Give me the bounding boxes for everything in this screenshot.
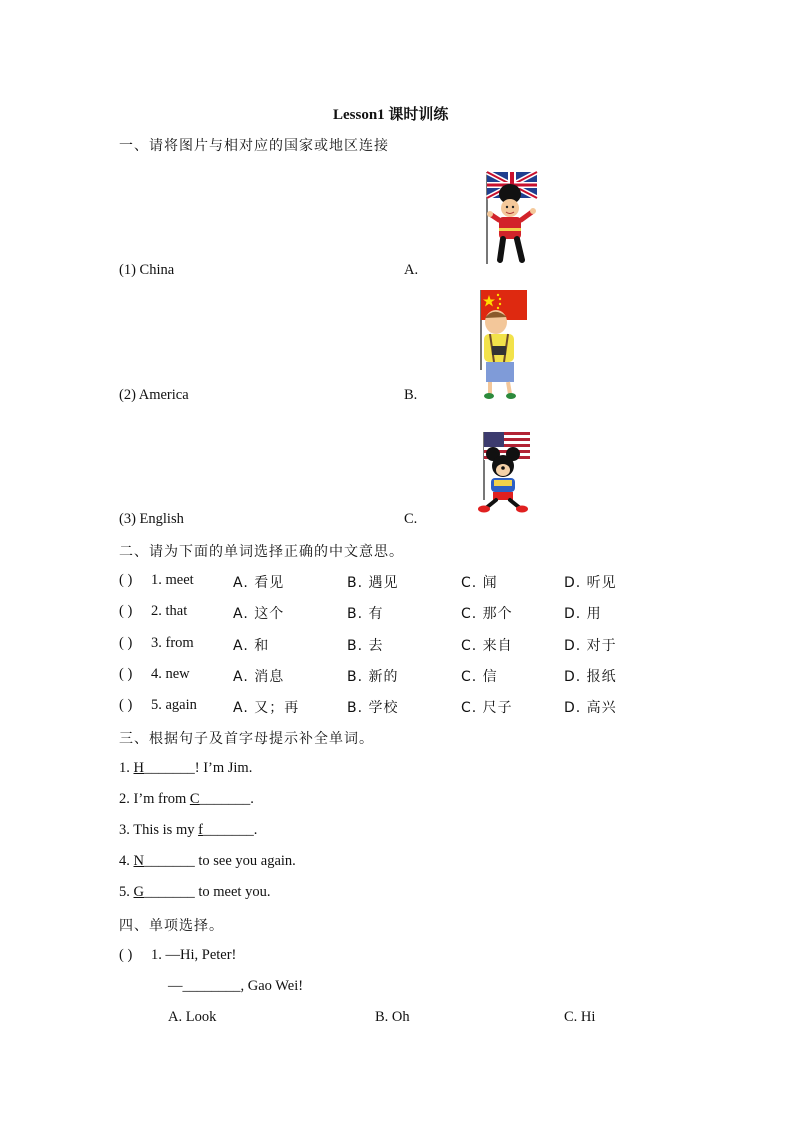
option-d: D. 用 xyxy=(564,606,602,622)
answer-blank[interactable]: _______ xyxy=(143,853,195,869)
match-right-c: C. xyxy=(404,511,418,527)
answer-bracket[interactable]: ( ) xyxy=(119,697,133,713)
choice-a: A. Look xyxy=(168,1009,217,1025)
vocab-word: 5. again xyxy=(151,697,197,713)
hint-letter: C xyxy=(189,791,200,807)
vocab-word: 1. meet xyxy=(151,572,194,588)
question-line-1: 1. —Hi, Peter! xyxy=(151,947,237,963)
option-c: C. 闻 xyxy=(461,575,498,591)
option-c: C. 来自 xyxy=(461,638,513,654)
suffix-text: . xyxy=(250,791,254,807)
prefix-text: 1. xyxy=(119,760,134,776)
answer-bracket[interactable]: ( ) xyxy=(119,603,133,619)
match-left-1: (1) China xyxy=(119,262,175,278)
option-d: D. 报纸 xyxy=(564,669,617,685)
choice-b: B. Oh xyxy=(375,1009,410,1025)
hint-letter: G xyxy=(133,884,144,900)
answer-blank[interactable]: _______ xyxy=(143,884,195,900)
choice-c: C. Hi xyxy=(564,1009,596,1025)
option-b: B. 学校 xyxy=(347,700,399,716)
option-c: C. 尺子 xyxy=(461,700,513,716)
option-a: A. 消息 xyxy=(233,669,285,685)
answer-bracket[interactable]: ( ) xyxy=(119,947,133,963)
option-b: B. 去 xyxy=(347,638,384,654)
option-c: C. 信 xyxy=(461,669,498,685)
match-left-2: (2) America xyxy=(119,387,189,403)
option-c: C. 那个 xyxy=(461,606,513,622)
suffix-text: . xyxy=(253,822,258,838)
hint-letter: N xyxy=(133,853,144,869)
answer-bracket[interactable]: ( ) xyxy=(119,666,133,682)
suffix-text: to meet you. xyxy=(194,884,271,900)
page-title: Lesson1 课时训练 xyxy=(333,107,449,123)
vocab-word: 2. that xyxy=(151,603,188,619)
option-a: A. 这个 xyxy=(233,606,285,622)
prefix-text: 4. xyxy=(119,853,134,869)
prefix-text: 2. I’m from xyxy=(119,791,190,807)
hint-letter: H xyxy=(133,760,144,776)
fill-blank-item xyxy=(119,884,270,901)
question-line-2: —________, Gao Wei! xyxy=(168,978,304,994)
section2-heading: 二、请为下面的单词选择正确的中文意思。 xyxy=(119,544,404,560)
option-a: A. 看见 xyxy=(233,575,285,591)
match-right-b: B. xyxy=(404,387,418,403)
option-d: D. 高兴 xyxy=(564,700,617,716)
option-d: D. 听见 xyxy=(564,575,617,591)
answer-blank[interactable]: _______ xyxy=(199,791,251,807)
section1-heading: 一、请将图片与相对应的国家或地区连接 xyxy=(119,138,389,154)
option-a: A. 和 xyxy=(233,638,270,654)
uk-guard-flag-image xyxy=(478,168,546,266)
section3-heading: 三、根据句子及首字母提示补全单词。 xyxy=(119,731,374,747)
option-b: B. 遇见 xyxy=(347,575,399,591)
answer-bracket[interactable]: ( ) xyxy=(119,572,133,588)
suffix-text: ! I’m Jim. xyxy=(194,760,253,776)
answer-blank[interactable]: _______ xyxy=(202,822,254,838)
suffix-text: to see you again. xyxy=(194,853,296,869)
prefix-text: 3. This is my xyxy=(119,822,199,838)
vocab-word: 4. new xyxy=(151,666,190,682)
option-b: B. 有 xyxy=(347,606,384,622)
fill-blank-item xyxy=(119,791,254,808)
prefix-text: 5. xyxy=(119,884,134,900)
match-right-a: A. xyxy=(404,262,419,278)
match-left-3: (3) English xyxy=(119,511,184,527)
fill-blank-item xyxy=(119,853,296,870)
option-b: B. 新的 xyxy=(347,669,399,685)
vocab-word: 3. from xyxy=(151,635,194,651)
us-mickey-flag-image xyxy=(474,430,534,514)
option-d: D. 对于 xyxy=(564,638,617,654)
option-a: A. 又；再 xyxy=(233,700,300,716)
fill-blank-item xyxy=(119,760,252,777)
hint-letter: f xyxy=(198,822,203,838)
fill-blank-item xyxy=(119,822,257,839)
china-boy-flag-image xyxy=(476,290,530,402)
answer-blank[interactable]: _______ xyxy=(143,760,195,776)
answer-bracket[interactable]: ( ) xyxy=(119,635,133,651)
section4-heading: 四、单项选择。 xyxy=(119,918,224,934)
